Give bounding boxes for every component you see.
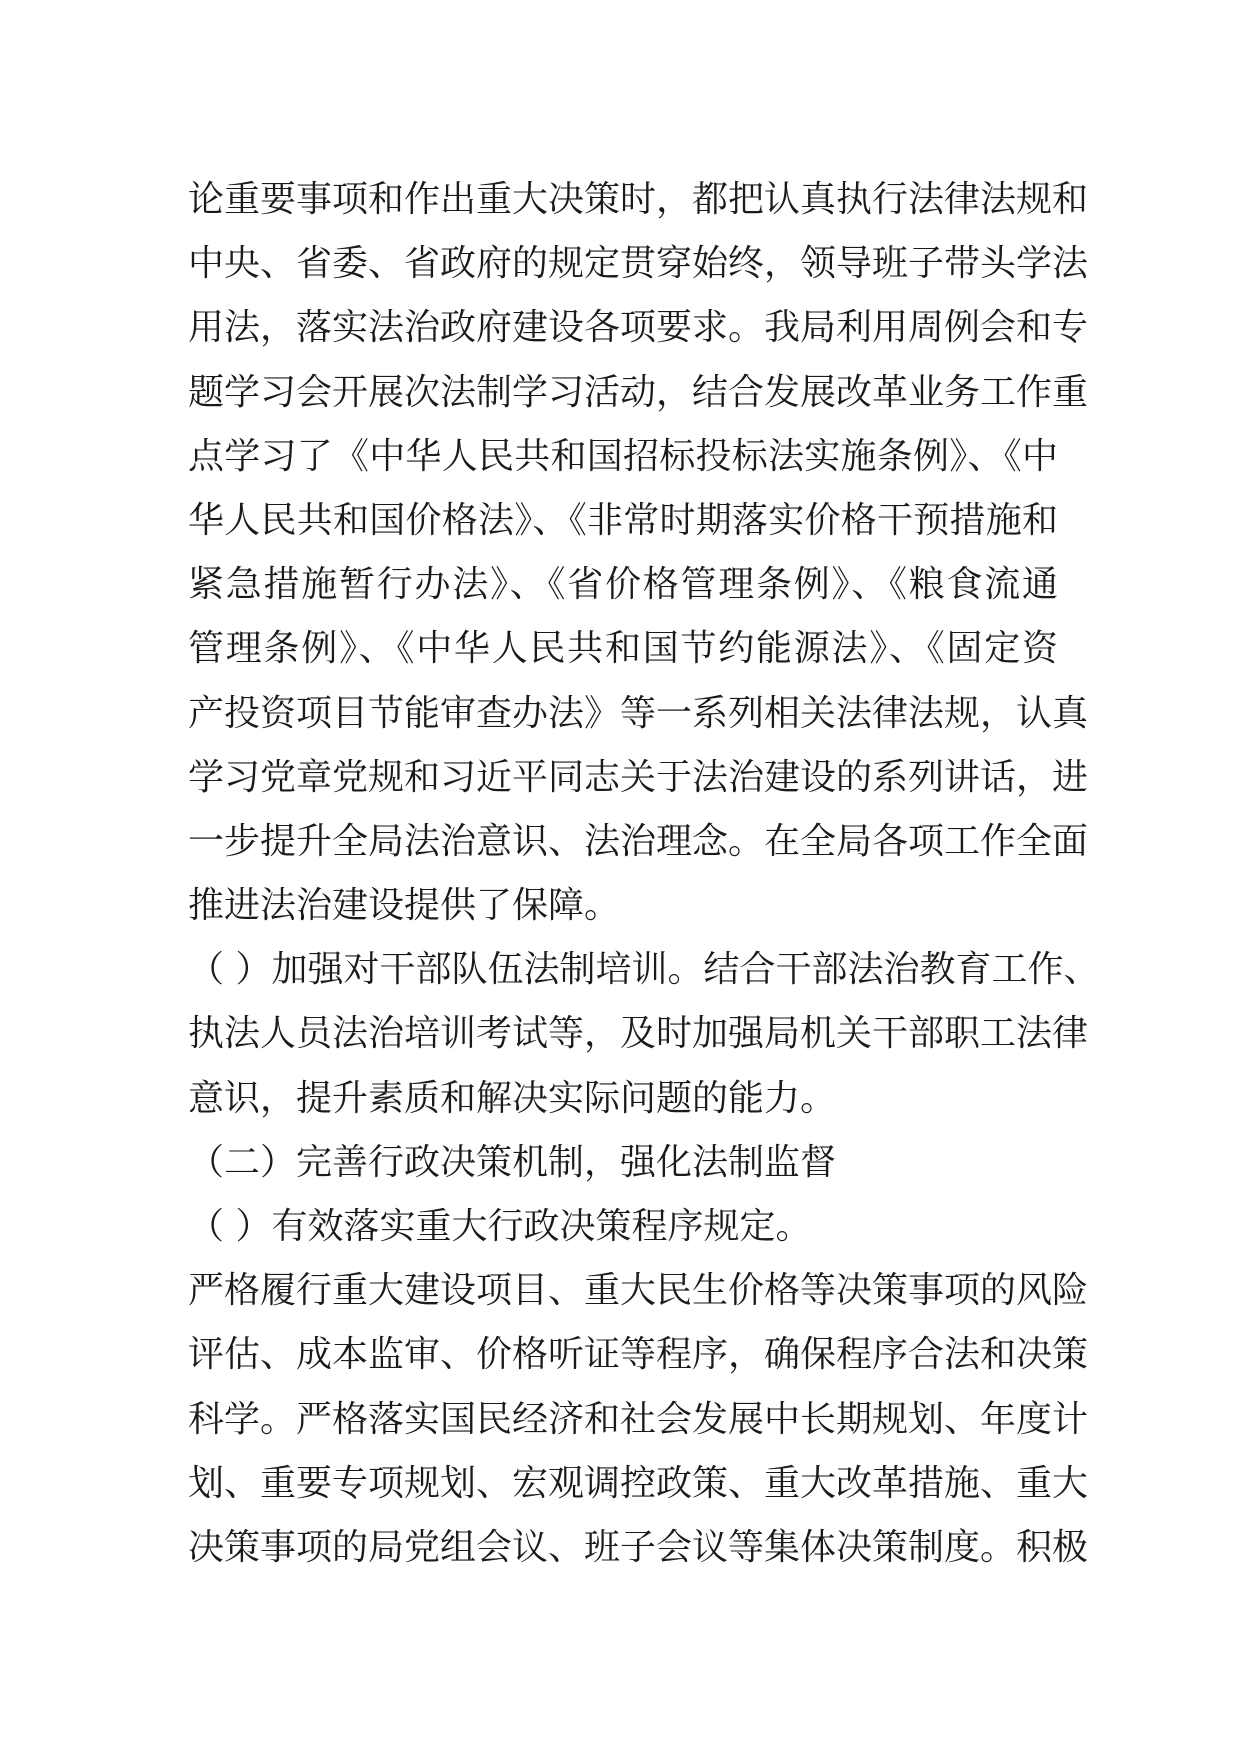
text-line: 用法，落实法治政府建设各项要求。我局利用周例会和专	[188, 307, 1089, 349]
text-line: 学习党章党规和习近平同志关于法治建设的系列讲话，进	[188, 756, 1089, 798]
text-line: 中央、省委、省政府的规定贯穿始终，领导班子带头学法	[188, 243, 1089, 285]
text-line: 题学习会开展次法制学习活动，结合发展改革业务工作重	[188, 371, 1089, 413]
text-line: 论重要事项和作出重大决策时，都把认真执行法律法规和	[188, 179, 1089, 220]
text-line: 推进法治建设提供了保障。	[188, 885, 621, 927]
text-line: 评估、成本监审、价格听证等程序，确保程序合法和决策	[188, 1334, 1089, 1376]
text-line: 点学习了《中华人民共和国招标投标法实施条例》、《中	[188, 435, 1058, 477]
text-line: 紧急措施暂行办法》、《省价格管理条例》、《粮食流通	[188, 564, 1058, 606]
text-line: 管理条例》、《中华人民共和国节约能源法》、《固定资	[188, 628, 1058, 670]
text-line: 一步提升全局法治意识、法治理念。在全局各项工作全面	[188, 820, 1089, 862]
text-line: 执法人员法治培训考试等，及时加强局机关干部职工法律	[188, 1013, 1089, 1055]
text-line: 华人民共和国价格法》、《非常时期落实价格干预措施和	[188, 499, 1058, 541]
text-line: 产投资项目节能审查办法》等一系列相关法律法规，认真	[188, 692, 1089, 734]
text-line: 意识，提升素质和解决实际问题的能力。	[188, 1077, 837, 1119]
body-text	[188, 168, 1100, 1580]
text-line: 划、重要专项规划、宏观调控政策、重大改革措施、重大	[188, 1462, 1089, 1504]
text-line: 科学。严格落实国民经济和社会发展中长期规划、年度计	[188, 1398, 1089, 1440]
subsection-heading: （ ）有效落实重大行政决策程序规定。	[188, 1206, 812, 1247]
section-heading: （二）完善行政决策机制，强化法制监督	[188, 1141, 837, 1183]
text-line: 决策事项的局党组会议、班子会议等集体决策制度。积极	[188, 1526, 1089, 1568]
text-line: （ ）加强对干部队伍法制培训。结合干部法治教育工作、	[188, 949, 1100, 991]
text-line: 严格履行重大建设项目、重大民生价格等决策事项的风险	[188, 1270, 1089, 1312]
